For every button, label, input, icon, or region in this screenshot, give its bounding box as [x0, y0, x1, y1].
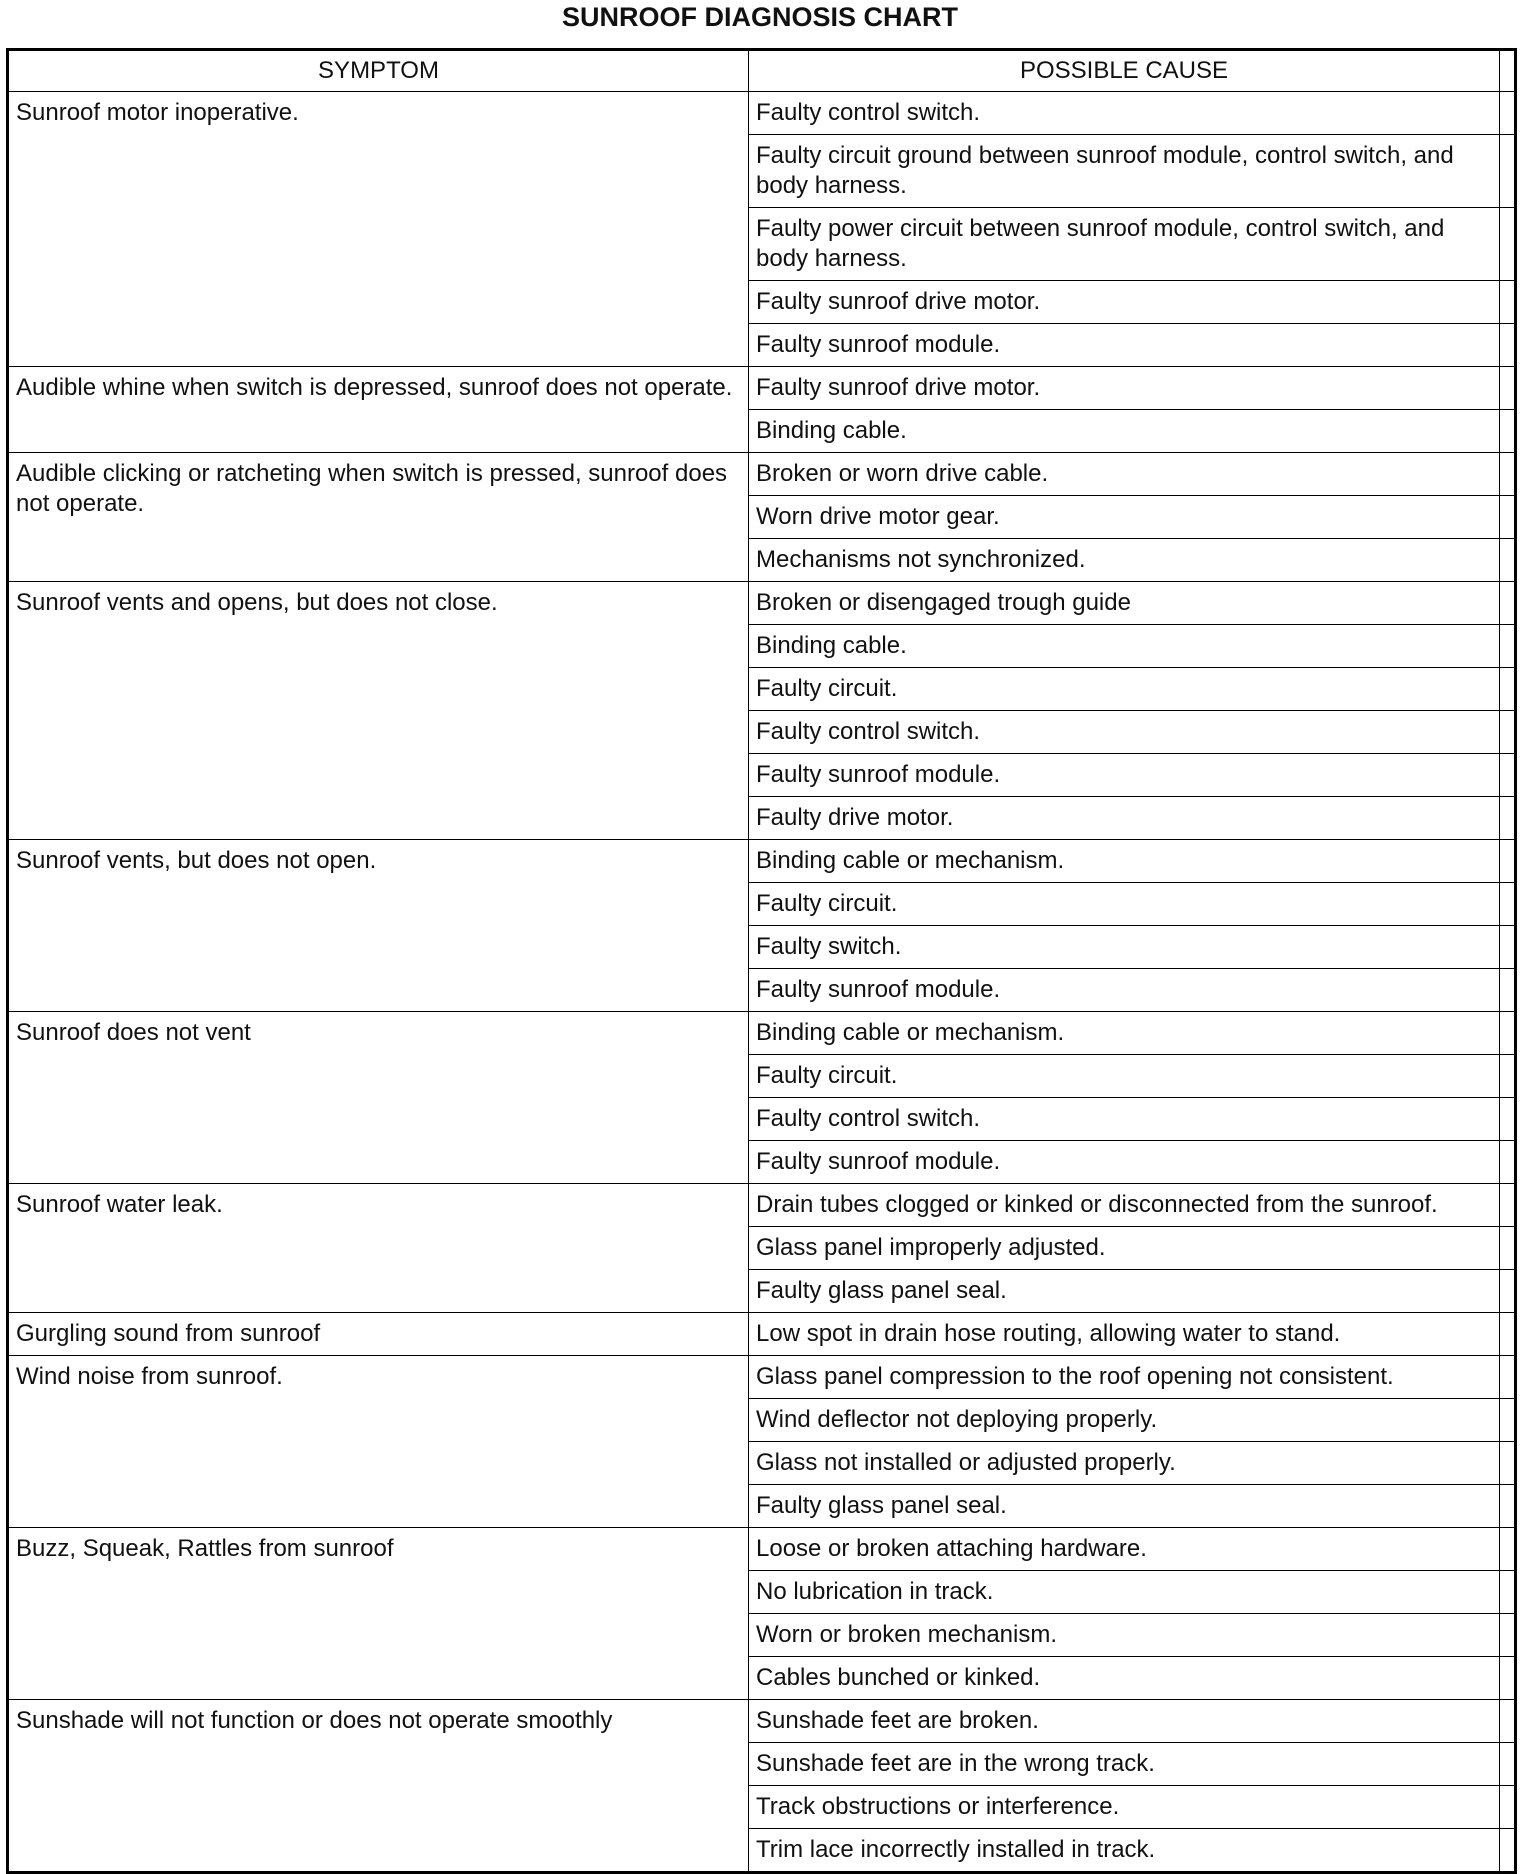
narrow-cell [1500, 367, 1516, 410]
narrow-cell [1500, 582, 1516, 625]
cause-cell: Faulty sunroof drive motor. [749, 281, 1500, 324]
symptom-cell: Buzz, Squeak, Rattles from sunroof [8, 1528, 749, 1700]
narrow-cell [1500, 625, 1516, 668]
cause-cell: Faulty sunroof module. [749, 324, 1500, 367]
table-row [8, 367, 1516, 410]
narrow-cell [1500, 1313, 1516, 1356]
narrow-cell [1500, 969, 1516, 1012]
cause-cell: Faulty drive motor. [749, 797, 1500, 840]
narrow-cell [1500, 754, 1516, 797]
narrow-cell [1500, 1098, 1516, 1141]
cause-cell: Binding cable. [749, 625, 1500, 668]
table-row [8, 1528, 1516, 1571]
cause-cell: Faulty control switch. [749, 711, 1500, 754]
cause-cell: Faulty switch. [749, 926, 1500, 969]
cause-cell: Faulty power circuit between sunroof module, control switch, and body harness. [749, 208, 1500, 281]
cause-cell: Faulty control switch. [749, 1098, 1500, 1141]
cause-cell: Broken or disengaged trough guide [749, 582, 1500, 625]
cause-cell: Cables bunched or kinked. [749, 1657, 1500, 1700]
cause-cell: Glass not installed or adjusted properly. [749, 1442, 1500, 1485]
cause-cell: Faulty sunroof drive motor. [749, 367, 1500, 410]
narrow-cell [1500, 1657, 1516, 1700]
cause-cell: Drain tubes clogged or kinked or disconnected from the sunroof. [749, 1184, 1500, 1227]
narrow-cell [1500, 668, 1516, 711]
cause-cell: No lubrication in track. [749, 1571, 1500, 1614]
narrow-column-header [1500, 50, 1516, 92]
table-row [8, 1356, 1516, 1399]
cause-header: POSSIBLE CAUSE [749, 50, 1500, 92]
narrow-cell [1500, 1485, 1516, 1528]
narrow-cell [1500, 1700, 1516, 1743]
symptom-cell: Sunshade will not function or does not operate smoothly [8, 1700, 749, 1873]
narrow-cell [1500, 1442, 1516, 1485]
table-row [8, 582, 1516, 625]
narrow-cell [1500, 1614, 1516, 1657]
cause-cell: Faulty glass panel seal. [749, 1485, 1500, 1528]
narrow-cell [1500, 496, 1516, 539]
narrow-cell [1500, 208, 1516, 281]
narrow-cell [1500, 1829, 1516, 1873]
table-row [8, 92, 1516, 135]
narrow-cell [1500, 92, 1516, 135]
narrow-cell [1500, 1141, 1516, 1184]
narrow-cell [1500, 1743, 1516, 1786]
symptom-header: SYMPTOM [8, 50, 749, 92]
diagnosis-table [6, 48, 1517, 1874]
narrow-cell [1500, 453, 1516, 496]
cause-cell: Sunshade feet are broken. [749, 1700, 1500, 1743]
cause-cell: Faulty sunroof module. [749, 1141, 1500, 1184]
symptom-cell: Gurgling sound from sunroof [8, 1313, 749, 1356]
header-row [8, 50, 1516, 92]
cause-cell: Mechanisms not synchronized. [749, 539, 1500, 582]
cause-cell: Faulty circuit. [749, 1055, 1500, 1098]
symptom-cell: Sunroof motor inoperative. [8, 92, 749, 367]
symptom-cell: Sunroof water leak. [8, 1184, 749, 1313]
table-row [8, 1012, 1516, 1055]
narrow-cell [1500, 711, 1516, 754]
cause-cell: Glass panel compression to the roof opening not consistent. [749, 1356, 1500, 1399]
narrow-cell [1500, 1184, 1516, 1227]
narrow-cell [1500, 883, 1516, 926]
table-row [8, 453, 1516, 496]
symptom-cell: Audible whine when switch is depressed, sunroof does not operate. [8, 367, 749, 453]
cause-cell: Faulty sunroof module. [749, 754, 1500, 797]
cause-cell: Track obstructions or interference. [749, 1786, 1500, 1829]
narrow-cell [1500, 1786, 1516, 1829]
cause-cell: Binding cable or mechanism. [749, 840, 1500, 883]
symptom-cell: Sunroof does not vent [8, 1012, 749, 1184]
narrow-cell [1500, 1399, 1516, 1442]
table-row [8, 1184, 1516, 1227]
narrow-cell [1500, 135, 1516, 208]
cause-cell: Worn or broken mechanism. [749, 1614, 1500, 1657]
table-row [8, 1313, 1516, 1356]
symptom-cell: Wind noise from sunroof. [8, 1356, 749, 1528]
symptom-cell: Audible clicking or ratcheting when switch is pressed, sunroof does not operate. [8, 453, 749, 582]
narrow-cell [1500, 1227, 1516, 1270]
chart-title: SUNROOF DIAGNOSIS CHART [561, 2, 958, 32]
cause-cell: Glass panel improperly adjusted. [749, 1227, 1500, 1270]
narrow-cell [1500, 1012, 1516, 1055]
narrow-cell [1500, 1571, 1516, 1614]
cause-cell: Low spot in drain hose routing, allowing water to stand. [749, 1313, 1500, 1356]
narrow-cell [1500, 1356, 1516, 1399]
cause-cell: Faulty glass panel seal. [749, 1270, 1500, 1313]
symptom-cell: Sunroof vents and opens, but does not close. [8, 582, 749, 840]
narrow-cell [1500, 1055, 1516, 1098]
cause-cell: Binding cable or mechanism. [749, 1012, 1500, 1055]
narrow-cell [1500, 281, 1516, 324]
narrow-cell [1500, 797, 1516, 840]
cause-cell: Faulty circuit. [749, 668, 1500, 711]
narrow-cell [1500, 1528, 1516, 1571]
cause-cell: Loose or broken attaching hardware. [749, 1528, 1500, 1571]
cause-cell: Sunshade feet are in the wrong track. [749, 1743, 1500, 1786]
cause-cell: Faulty control switch. [749, 92, 1500, 135]
narrow-cell [1500, 539, 1516, 582]
table-row [8, 840, 1516, 883]
narrow-cell [1500, 1270, 1516, 1313]
cause-cell: Faulty sunroof module. [749, 969, 1500, 1012]
table-body [8, 92, 1516, 1873]
cause-cell: Broken or worn drive cable. [749, 453, 1500, 496]
cause-cell: Trim lace incorrectly installed in track. [749, 1829, 1500, 1873]
narrow-cell [1500, 840, 1516, 883]
narrow-cell [1500, 324, 1516, 367]
symptom-cell: Sunroof vents, but does not open. [8, 840, 749, 1012]
cause-cell: Wind deflector not deploying properly. [749, 1399, 1500, 1442]
cause-cell: Binding cable. [749, 410, 1500, 453]
cause-cell: Faulty circuit ground between sunroof module, control switch, and body harness. [749, 135, 1500, 208]
cause-cell: Worn drive motor gear. [749, 496, 1500, 539]
table-row [8, 1700, 1516, 1743]
narrow-cell [1500, 410, 1516, 453]
narrow-cell [1500, 926, 1516, 969]
cause-cell: Faulty circuit. [749, 883, 1500, 926]
